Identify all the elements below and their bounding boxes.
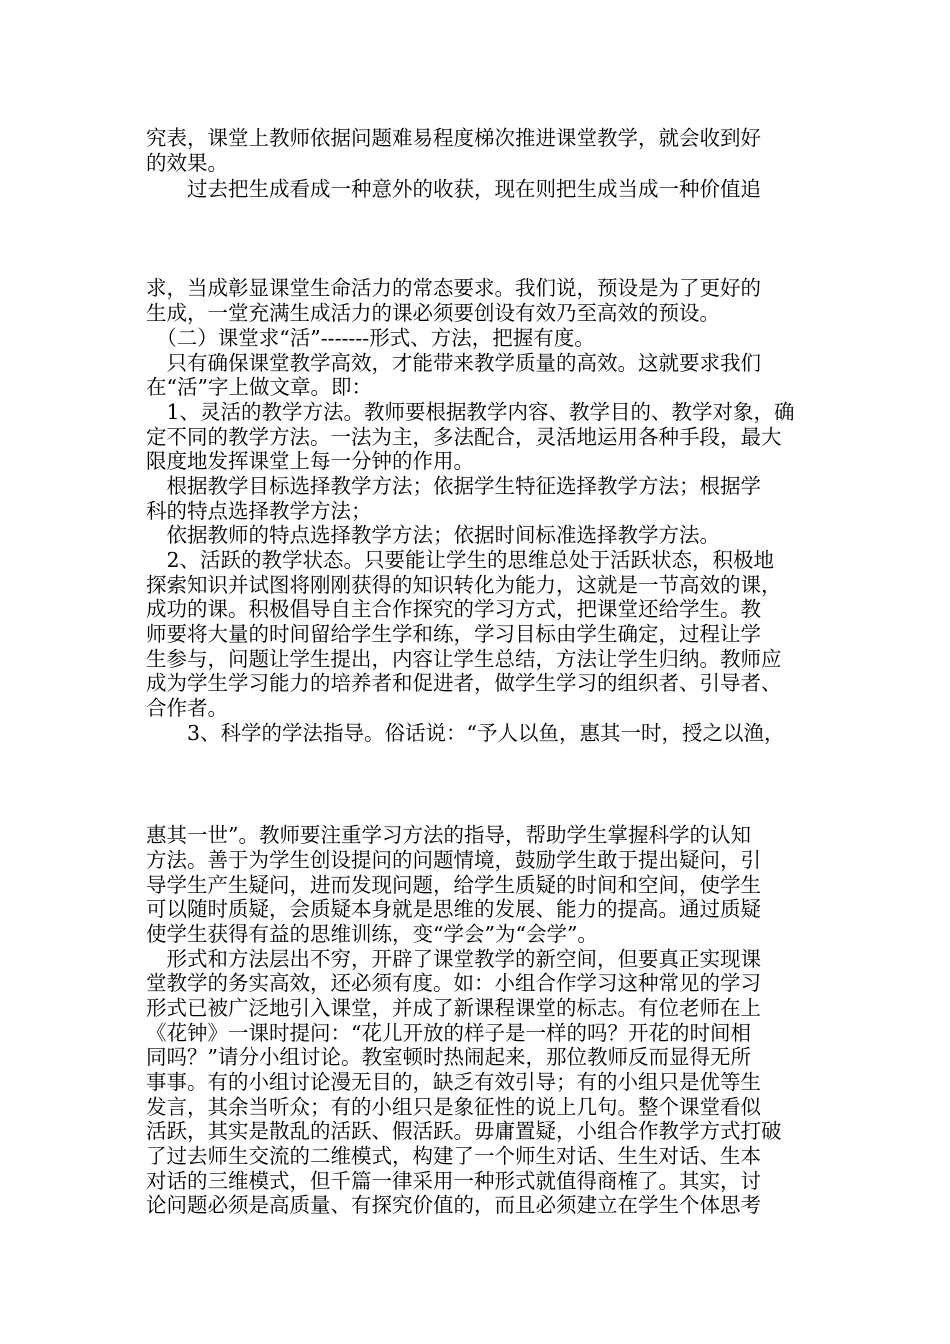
text-line: 定不同的教学方法。一法为主，多法配合，灵活地运用各种手段，最大 xyxy=(146,425,782,449)
text-line: 探索知识并试图将刚刚获得的知识转化为能力，这就是一节高效的课， xyxy=(146,573,782,597)
text-line: 师要将大量的时间留给学生学和练，学习目标由学生确定，过程让学 xyxy=(146,622,761,646)
text-line: 限度地发挥课堂上每一分钟的作用。 xyxy=(146,449,474,473)
text-line: 形式已被广泛地引入课堂，并成了新课程课堂的标志。有位老师在上 xyxy=(146,996,761,1020)
text-line: 科的特点选择教学方法； xyxy=(146,499,372,523)
text-line: 生参与，问题让学生提出，内容让学生总结，方法让学生归纳。教师应 xyxy=(146,647,782,671)
text-line: 方法。善于为学生创设提问的问题情境，鼓励学生敢于提出疑问，引 xyxy=(146,848,761,872)
text-line: 成功的课。积极倡导自主合作探究的学习方式，把课堂还给学生。教 xyxy=(146,597,761,621)
text-line: 活跃，其实是散乱的活跃、假活跃。毋庸置疑，小组合作教学方式打破 xyxy=(146,1119,782,1143)
text-line: 可以随时质疑，会质疑本身就是思维的发展、能力的提高。通过质疑 xyxy=(146,897,761,921)
text-line: 惠其一世”。教师要注重学习方法的指导，帮助学生掌握科学的认知 xyxy=(146,823,751,847)
text-line: 只有确保课堂教学高效，才能带来教学质量的高效。这就要求我们 xyxy=(146,351,761,375)
text-line: 论问题必须是高质量、有探究价值的，而且必须建立在学生个体思考 xyxy=(146,1193,761,1217)
text-line: 的效果。 xyxy=(146,151,228,175)
text-line: 2、活跃的教学状态。只要能让学生的思维总处于活跃状态，积极地 xyxy=(146,548,775,572)
section-heading: （二）课堂求“活”-------形式、方法，把握有度。 xyxy=(146,326,595,350)
text-line: 形式和方法层出不穷，开辟了课堂教学的新空间，但要真正实现课 xyxy=(146,947,761,971)
text-line: 同吗？”请分小组讨论。教室顿时热闹起来，那位教师反而显得无所 xyxy=(146,1045,751,1069)
text-line: 使学生获得有益的思维训练，变“学会”为“会学”。 xyxy=(146,922,598,946)
text-line: 生成，一堂充满生成活力的课必须要创设有效乃至高效的预设。 xyxy=(146,301,720,325)
text-line: 求，当成彰显课堂生命活力的常态要求。我们说，预设是为了更好的 xyxy=(146,276,761,300)
text-line: 了过去师生交流的二维模式，构建了一个师生对话、生生对话、生本 xyxy=(146,1144,761,1168)
text-line: 究表，课堂上教师依据问题难易程度梯次推进课堂教学，就会收到好 xyxy=(146,126,761,150)
text-line: 事事。有的小组讨论漫无目的，缺乏有效引导；有的小组只是优等生 xyxy=(146,1070,761,1094)
text-line: 堂教学的务实高效，还必须有度。如：小组合作学习这种常见的学习 xyxy=(146,971,761,995)
text-line: 过去把生成看成一种意外的收获，现在则把生成当成一种价值追 xyxy=(146,177,761,201)
text-line: 对话的三维模式，但千篇一律采用一种形式就值得商榷了。其实，讨 xyxy=(146,1169,761,1193)
text-line: 导学生产生疑问，进而发现问题，给学生质疑的时间和空间，使学生 xyxy=(146,873,761,897)
text-line: 《花钟》一课时提问：“花儿开放的样子是一样的吗？开花的时间相 xyxy=(146,1021,751,1045)
text-line: 根据教学目标选择教学方法；依据学生特征选择教学方法；根据学 xyxy=(146,474,761,498)
text-line: 3、科学的学法指导。俗话说：“予人以鱼，惠其一时，授之以渔， xyxy=(146,721,785,745)
text-line: 成为学生学习能力的培养者和促进者，做学生学习的组织者、引导者、 xyxy=(146,671,782,695)
text-line: 依据教师的特点选择教学方法；依据时间标准选择教学方法。 xyxy=(146,523,720,547)
text-line: 1、灵活的教学方法。教师要根据教学内容、教学目的、教学对象，确 xyxy=(146,400,795,424)
text-line: 在“活”字上做文章。即： xyxy=(146,375,372,399)
text-line: 发言，其余当听众；有的小组只是象征性的说上几句。整个课堂看似 xyxy=(146,1095,761,1119)
text-line: 合作者。 xyxy=(146,696,228,720)
